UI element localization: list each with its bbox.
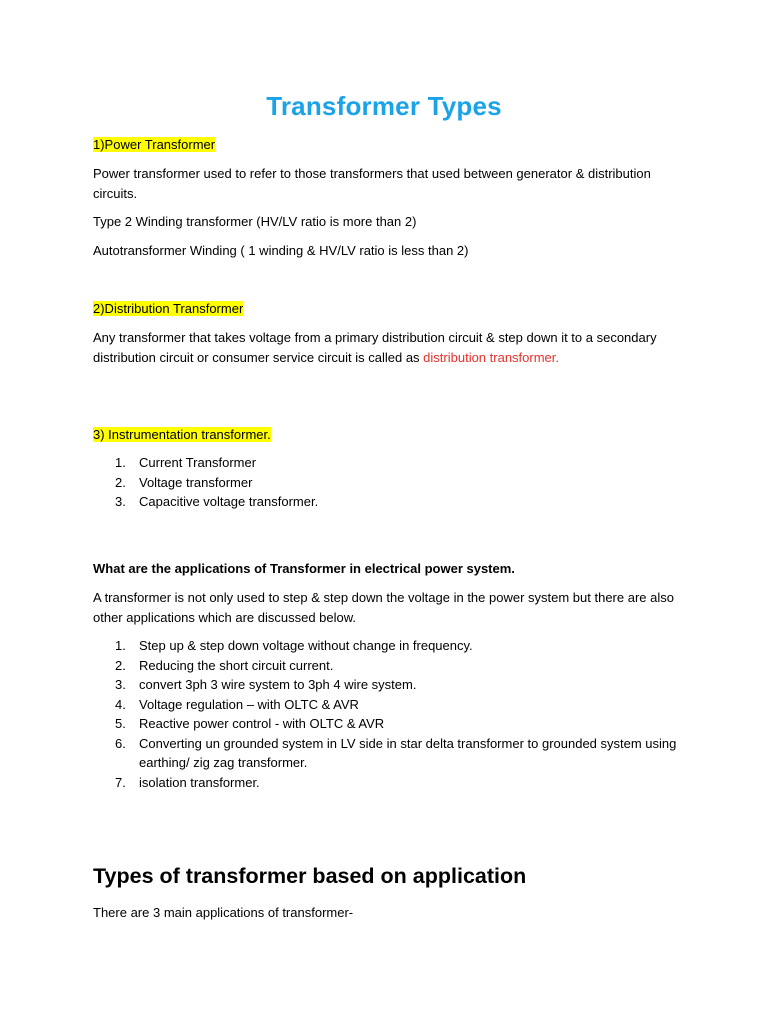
- list-item-text: Voltage transformer: [139, 474, 253, 490]
- list-item-text: Capacitive voltage transformer.: [139, 494, 319, 509]
- list-item-number: 3.: [115, 677, 126, 692]
- instrument-transformer-list: [93, 453, 683, 512]
- list-item-text: convert 3ph 3 wire system to 3ph 4 wire system.: [139, 677, 417, 692]
- section1-para1: Power transformer used to refer to those transformers that used between generator & distribution circuits.: [93, 166, 651, 201]
- types-heading: Types of transformer based on application: [93, 864, 527, 888]
- list-item: [93, 656, 683, 676]
- list-item-text: Current Transformer: [139, 455, 257, 470]
- section1-para2: Type 2 Winding transformer (HV/LV ratio is more than 2): [93, 214, 417, 229]
- applications-question: What are the applications of Transformer in electrical power system.: [93, 561, 515, 576]
- section1-heading-line: [93, 135, 683, 155]
- list-item-number: 4.: [115, 696, 126, 712]
- list-item-text: Reducing the short circuit current.: [139, 657, 334, 673]
- list-item: [93, 492, 683, 512]
- list-item-number: 1.: [115, 455, 126, 470]
- list-item: [93, 695, 683, 715]
- list-item: [93, 473, 683, 493]
- list-item-number: 5.: [115, 716, 126, 731]
- list-item: [93, 734, 683, 773]
- list-item: [93, 675, 683, 695]
- section1-heading: 1)Power Transformer: [93, 137, 216, 152]
- list-item-number: 1.: [115, 638, 126, 653]
- section2-para-highlight: distribution transformer.: [423, 349, 560, 365]
- applications-intro: A transformer is not only used to step & step down the voltage in the power system but there are also other applications which are discussed below.: [93, 590, 674, 625]
- section3-heading-line: [93, 425, 683, 445]
- list-item-text: Voltage regulation – with OLTC & AVR: [139, 696, 359, 712]
- list-item: [93, 636, 683, 656]
- list-item: [93, 773, 683, 793]
- section2-heading: 2)Distribution Transformer: [93, 301, 244, 316]
- types-intro: There are 3 main applications of transformer-: [93, 905, 354, 920]
- list-item-text: Reactive power control - with OLTC & AVR: [139, 716, 385, 731]
- list-item-number: 7.: [115, 774, 126, 790]
- list-item-text: Step up & step down voltage without change in frequency.: [139, 638, 473, 653]
- list-item-text: Converting un grounded system in LV side in star delta transformer to grounded system using earthing/ zig zag transformer.: [139, 735, 677, 770]
- list-item-number: 2.: [115, 657, 126, 673]
- applications-list: [93, 636, 683, 792]
- section1-para3: Autotransformer Winding ( 1 winding & HV/LV ratio is less than 2): [93, 243, 469, 258]
- list-item-text: isolation transformer.: [139, 774, 260, 790]
- list-item-number: 2.: [115, 474, 126, 490]
- section3-heading: 3) Instrumentation transformer.: [93, 427, 271, 442]
- list-item-number: 3.: [115, 494, 126, 509]
- list-item: [93, 453, 683, 473]
- section2-heading-line: [93, 299, 683, 319]
- section2-para-text: Any transformer that takes voltage from a primary distribution circuit & step down it to a secondary distribution circuit or consumer service circuit is called as: [93, 330, 657, 365]
- list-item: [93, 714, 683, 734]
- section2-para: [93, 328, 683, 367]
- page-title: Transformer Types: [266, 91, 502, 121]
- list-item-number: 6.: [115, 735, 126, 751]
